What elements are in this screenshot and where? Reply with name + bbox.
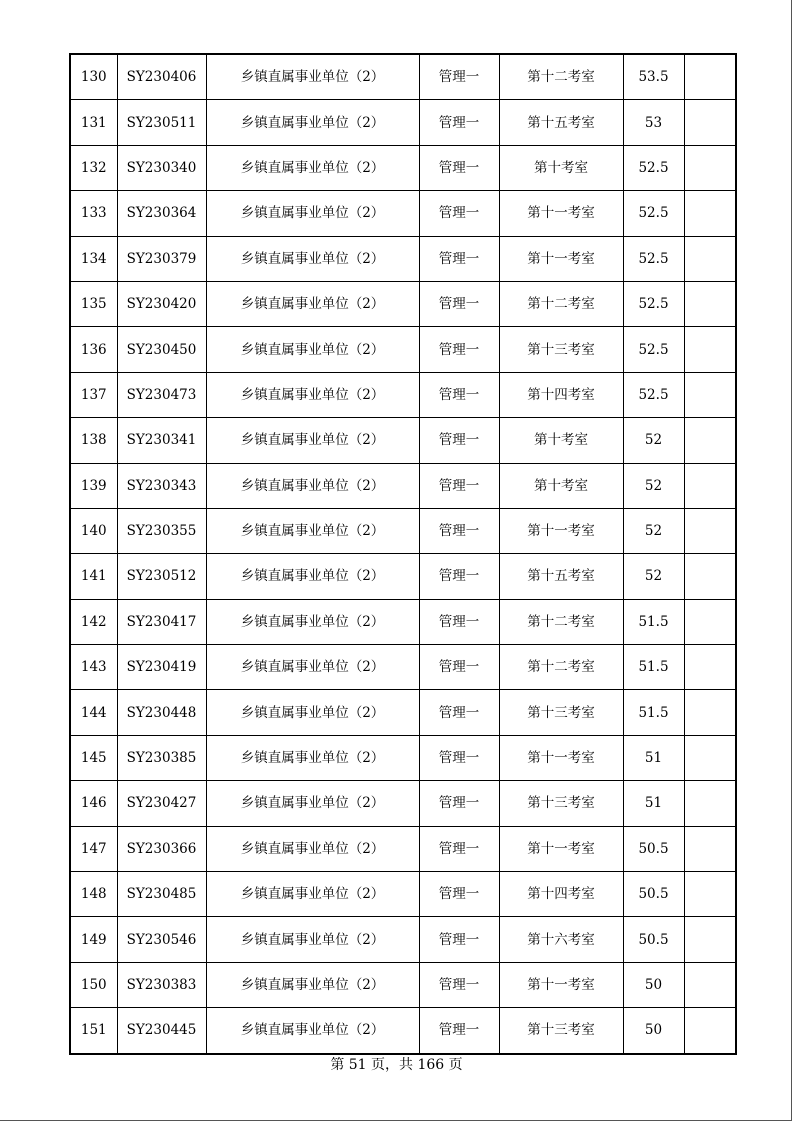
exam-room-cell: 第十考室 bbox=[499, 418, 623, 463]
position-cell: 管理一 bbox=[419, 735, 499, 780]
unit-cell: 乡镇直属事业单位（2） bbox=[206, 327, 419, 372]
position-cell: 管理一 bbox=[419, 418, 499, 463]
note-cell bbox=[684, 508, 736, 553]
table-row bbox=[70, 962, 736, 1007]
note-cell bbox=[684, 872, 736, 917]
exam-id-cell: SY230473 bbox=[117, 372, 206, 417]
table-row bbox=[70, 54, 736, 100]
position-cell: 管理一 bbox=[419, 826, 499, 871]
seq-cell: 148 bbox=[70, 872, 117, 917]
score-cell: 52 bbox=[623, 508, 684, 553]
unit-cell: 乡镇直属事业单位（2） bbox=[206, 1008, 419, 1054]
exam-id-cell: SY230340 bbox=[117, 145, 206, 190]
table-row bbox=[70, 236, 736, 281]
position-cell: 管理一 bbox=[419, 100, 499, 145]
note-cell bbox=[684, 191, 736, 236]
position-cell: 管理一 bbox=[419, 781, 499, 826]
seq-cell: 131 bbox=[70, 100, 117, 145]
table-row bbox=[70, 1008, 736, 1054]
score-cell: 52.5 bbox=[623, 372, 684, 417]
unit-cell: 乡镇直属事业单位（2） bbox=[206, 872, 419, 917]
note-cell bbox=[684, 826, 736, 871]
unit-cell: 乡镇直属事业单位（2） bbox=[206, 191, 419, 236]
table-row bbox=[70, 554, 736, 599]
table-row bbox=[70, 100, 736, 145]
page-number-footer: 第 51 页，共 166 页 bbox=[330, 1057, 463, 1073]
note-cell bbox=[684, 645, 736, 690]
exam-id-cell: SY230450 bbox=[117, 327, 206, 372]
score-cell: 51 bbox=[623, 781, 684, 826]
exam-room-cell: 第十一考室 bbox=[499, 236, 623, 281]
seq-cell: 149 bbox=[70, 917, 117, 962]
note-cell bbox=[684, 1008, 736, 1054]
position-cell: 管理一 bbox=[419, 145, 499, 190]
position-cell: 管理一 bbox=[419, 191, 499, 236]
note-cell bbox=[684, 690, 736, 735]
note-cell bbox=[684, 327, 736, 372]
table-row bbox=[70, 463, 736, 508]
unit-cell: 乡镇直属事业单位（2） bbox=[206, 599, 419, 644]
score-cell: 53 bbox=[623, 100, 684, 145]
unit-cell: 乡镇直属事业单位（2） bbox=[206, 100, 419, 145]
exam-room-cell: 第十五考室 bbox=[499, 100, 623, 145]
score-cell: 51.5 bbox=[623, 645, 684, 690]
note-cell bbox=[684, 781, 736, 826]
seq-cell: 146 bbox=[70, 781, 117, 826]
table-row bbox=[70, 690, 736, 735]
position-cell: 管理一 bbox=[419, 690, 499, 735]
note-cell bbox=[684, 418, 736, 463]
exam-id-cell: SY230420 bbox=[117, 281, 206, 326]
seq-cell: 139 bbox=[70, 463, 117, 508]
exam-room-cell: 第十三考室 bbox=[499, 690, 623, 735]
note-cell bbox=[684, 599, 736, 644]
unit-cell: 乡镇直属事业单位（2） bbox=[206, 372, 419, 417]
note-cell bbox=[684, 236, 736, 281]
exam-room-cell: 第十三考室 bbox=[499, 781, 623, 826]
unit-cell: 乡镇直属事业单位（2） bbox=[206, 54, 419, 100]
exam-room-cell: 第十一考室 bbox=[499, 826, 623, 871]
exam-room-cell: 第十六考室 bbox=[499, 917, 623, 962]
score-cell: 50 bbox=[623, 1008, 684, 1054]
exam-id-cell: SY230379 bbox=[117, 236, 206, 281]
exam-room-cell: 第十三考室 bbox=[499, 1008, 623, 1054]
unit-cell: 乡镇直属事业单位（2） bbox=[206, 962, 419, 1007]
unit-cell: 乡镇直属事业单位（2） bbox=[206, 236, 419, 281]
seq-cell: 140 bbox=[70, 508, 117, 553]
unit-cell: 乡镇直属事业单位（2） bbox=[206, 826, 419, 871]
table-row bbox=[70, 599, 736, 644]
note-cell bbox=[684, 145, 736, 190]
table-row bbox=[70, 145, 736, 190]
seq-cell: 136 bbox=[70, 327, 117, 372]
unit-cell: 乡镇直属事业单位（2） bbox=[206, 418, 419, 463]
table-row bbox=[70, 735, 736, 780]
exam-id-cell: SY230445 bbox=[117, 1008, 206, 1054]
score-cell: 50.5 bbox=[623, 826, 684, 871]
note-cell bbox=[684, 54, 736, 100]
unit-cell: 乡镇直属事业单位（2） bbox=[206, 735, 419, 780]
note-cell bbox=[684, 554, 736, 599]
position-cell: 管理一 bbox=[419, 327, 499, 372]
exam-id-cell: SY230512 bbox=[117, 554, 206, 599]
seq-cell: 134 bbox=[70, 236, 117, 281]
exam-id-cell: SY230364 bbox=[117, 191, 206, 236]
position-cell: 管理一 bbox=[419, 236, 499, 281]
unit-cell: 乡镇直属事业单位（2） bbox=[206, 917, 419, 962]
exam-id-cell: SY230366 bbox=[117, 826, 206, 871]
exam-id-cell: SY230385 bbox=[117, 735, 206, 780]
table-row bbox=[70, 372, 736, 417]
note-cell bbox=[684, 463, 736, 508]
exam-id-cell: SY230511 bbox=[117, 100, 206, 145]
exam-room-cell: 第十五考室 bbox=[499, 554, 623, 599]
note-cell bbox=[684, 917, 736, 962]
exam-room-cell: 第十一考室 bbox=[499, 962, 623, 1007]
table-row bbox=[70, 418, 736, 463]
unit-cell: 乡镇直属事业单位（2） bbox=[206, 145, 419, 190]
position-cell: 管理一 bbox=[419, 599, 499, 644]
note-cell bbox=[684, 281, 736, 326]
position-cell: 管理一 bbox=[419, 1008, 499, 1054]
seq-cell: 130 bbox=[70, 54, 117, 100]
unit-cell: 乡镇直属事业单位（2） bbox=[206, 281, 419, 326]
results-table-body bbox=[70, 54, 736, 1054]
unit-cell: 乡镇直属事业单位（2） bbox=[206, 463, 419, 508]
note-cell bbox=[684, 962, 736, 1007]
score-cell: 52.5 bbox=[623, 145, 684, 190]
table-row bbox=[70, 645, 736, 690]
seq-cell: 144 bbox=[70, 690, 117, 735]
position-cell: 管理一 bbox=[419, 372, 499, 417]
exam-id-cell: SY230417 bbox=[117, 599, 206, 644]
score-cell: 52.5 bbox=[623, 236, 684, 281]
unit-cell: 乡镇直属事业单位（2） bbox=[206, 781, 419, 826]
score-cell: 50.5 bbox=[623, 917, 684, 962]
seq-cell: 142 bbox=[70, 599, 117, 644]
score-cell: 52 bbox=[623, 463, 684, 508]
seq-cell: 141 bbox=[70, 554, 117, 599]
score-cell: 51 bbox=[623, 735, 684, 780]
seq-cell: 143 bbox=[70, 645, 117, 690]
table-row bbox=[70, 327, 736, 372]
score-cell: 52 bbox=[623, 554, 684, 599]
table-row bbox=[70, 826, 736, 871]
exam-id-cell: SY230485 bbox=[117, 872, 206, 917]
exam-id-cell: SY230355 bbox=[117, 508, 206, 553]
seq-cell: 147 bbox=[70, 826, 117, 871]
position-cell: 管理一 bbox=[419, 645, 499, 690]
seq-cell: 135 bbox=[70, 281, 117, 326]
score-cell: 50 bbox=[623, 962, 684, 1007]
exam-id-cell: SY230546 bbox=[117, 917, 206, 962]
note-cell bbox=[684, 735, 736, 780]
table-row bbox=[70, 508, 736, 553]
exam-room-cell: 第十四考室 bbox=[499, 872, 623, 917]
exam-room-cell: 第十二考室 bbox=[499, 645, 623, 690]
seq-cell: 137 bbox=[70, 372, 117, 417]
note-cell bbox=[684, 100, 736, 145]
exam-id-cell: SY230341 bbox=[117, 418, 206, 463]
seq-cell: 145 bbox=[70, 735, 117, 780]
position-cell: 管理一 bbox=[419, 281, 499, 326]
position-cell: 管理一 bbox=[419, 917, 499, 962]
score-cell: 52.5 bbox=[623, 191, 684, 236]
table-row bbox=[70, 872, 736, 917]
exam-id-cell: SY230427 bbox=[117, 781, 206, 826]
score-cell: 52.5 bbox=[623, 327, 684, 372]
seq-cell: 151 bbox=[70, 1008, 117, 1054]
exam-room-cell: 第十一考室 bbox=[499, 508, 623, 553]
table-row bbox=[70, 781, 736, 826]
score-cell: 50.5 bbox=[623, 872, 684, 917]
score-cell: 51.5 bbox=[623, 690, 684, 735]
results-table bbox=[69, 53, 737, 1055]
score-cell: 52.5 bbox=[623, 281, 684, 326]
unit-cell: 乡镇直属事业单位（2） bbox=[206, 554, 419, 599]
exam-room-cell: 第十考室 bbox=[499, 463, 623, 508]
exam-room-cell: 第十一考室 bbox=[499, 735, 623, 780]
exam-room-cell: 第十二考室 bbox=[499, 54, 623, 100]
table-row bbox=[70, 281, 736, 326]
table-row bbox=[70, 917, 736, 962]
exam-id-cell: SY230419 bbox=[117, 645, 206, 690]
position-cell: 管理一 bbox=[419, 962, 499, 1007]
unit-cell: 乡镇直属事业单位（2） bbox=[206, 690, 419, 735]
seq-cell: 133 bbox=[70, 191, 117, 236]
unit-cell: 乡镇直属事业单位（2） bbox=[206, 645, 419, 690]
exam-room-cell: 第十二考室 bbox=[499, 281, 623, 326]
unit-cell: 乡镇直属事业单位（2） bbox=[206, 508, 419, 553]
position-cell: 管理一 bbox=[419, 554, 499, 599]
note-cell bbox=[684, 372, 736, 417]
score-cell: 51.5 bbox=[623, 599, 684, 644]
seq-cell: 132 bbox=[70, 145, 117, 190]
score-cell: 53.5 bbox=[623, 54, 684, 100]
exam-id-cell: SY230448 bbox=[117, 690, 206, 735]
exam-room-cell: 第十二考室 bbox=[499, 599, 623, 644]
exam-id-cell: SY230383 bbox=[117, 962, 206, 1007]
exam-room-cell: 第十三考室 bbox=[499, 327, 623, 372]
position-cell: 管理一 bbox=[419, 463, 499, 508]
seq-cell: 138 bbox=[70, 418, 117, 463]
exam-id-cell: SY230343 bbox=[117, 463, 206, 508]
exam-room-cell: 第十考室 bbox=[499, 145, 623, 190]
seq-cell: 150 bbox=[70, 962, 117, 1007]
score-cell: 52 bbox=[623, 418, 684, 463]
table-row bbox=[70, 191, 736, 236]
position-cell: 管理一 bbox=[419, 508, 499, 553]
exam-room-cell: 第十一考室 bbox=[499, 191, 623, 236]
position-cell: 管理一 bbox=[419, 54, 499, 100]
exam-id-cell: SY230406 bbox=[117, 54, 206, 100]
position-cell: 管理一 bbox=[419, 872, 499, 917]
exam-room-cell: 第十四考室 bbox=[499, 372, 623, 417]
